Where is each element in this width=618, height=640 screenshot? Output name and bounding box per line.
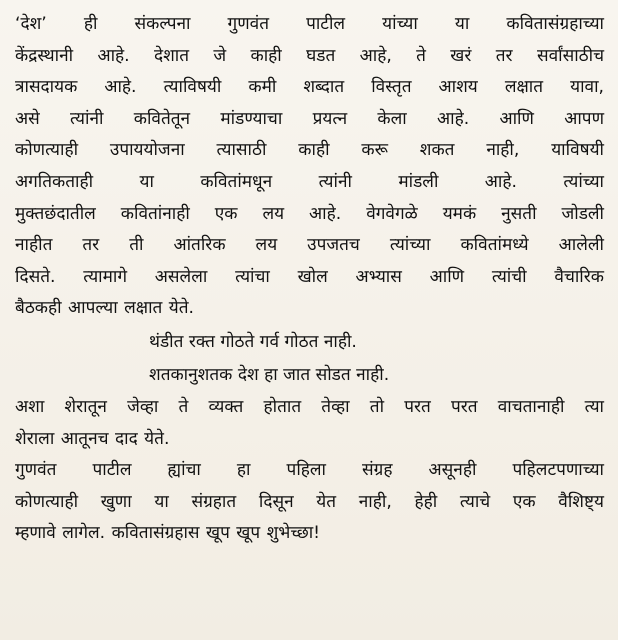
- text-line: शेराला आतूनच दाद येते.: [15, 428, 170, 449]
- text-line: गुणवंत पाटील ह्यांचा हा पहिला संग्रह असूनही पहिलटपणाच्या: [15, 460, 604, 481]
- text-line: नाहीत तर ती आंतरिक लय उपजतच त्यांच्या कवितांमध्ये आलेली: [15, 235, 604, 256]
- text-line: असे त्यांनी कवितेतून मांडण्याचा प्रयत्न केला आहे. आणि आपण: [15, 108, 604, 129]
- text-line: ‘देश’ ही संकल्पना गुणवंत पाटील यांच्या या कवितासंग्रहाच्या: [15, 14, 604, 34]
- poem-quote-line: शतकानुशतक देश हा जात सोडत नाही.: [149, 364, 390, 385]
- text-line: अशा शेरातून जेव्हा ते व्यक्त होतात तेव्हा तो परत परत वाचतानाही त्या: [15, 396, 604, 417]
- paragraph-closing: [15, 455, 604, 550]
- paragraph-sher: [15, 392, 604, 455]
- text-line: त्रासदायक आहे. त्याविषयी कमी शब्दात विस्तृत आशय लक्षात यावा,: [15, 77, 604, 98]
- paragraph-intro: [15, 9, 604, 325]
- text-line: मुक्तछंदातील कवितांनाही एक लय आहे. वेगवेगळे यमकं नुसती जोडली: [15, 203, 604, 224]
- text-line: कोणत्याही उपाययोजना त्यासाठी काही करू शकत नाही, याविषयी: [15, 140, 604, 161]
- text-line: कोणत्याही खुणा या संग्रहात दिसून येत नाही, हेही त्याचे एक वैशिष्ट्य: [15, 491, 604, 512]
- text-line: म्हणावे लागेल. कवितासंग्रहास खूप खूप शुभेच्छा!: [15, 523, 321, 544]
- poem-quote-line: थंडीत रक्त गोठते गर्व गोठत नाही.: [149, 331, 357, 352]
- text-line: अगतिकताही या कवितांमधून त्यांनी मांडली आहे. त्यांच्या: [15, 171, 604, 192]
- text-line: केंद्रस्थानी आहे. देशात जे काही घडत आहे, ते खरं तर सर्वांसाठीच: [15, 45, 604, 66]
- text-line: बैठकही आपल्या लक्षात येते.: [15, 298, 195, 319]
- text-line: दिसते. त्यामागे असलेला त्यांचा खोल अभ्यास आणि त्यांची वैचारिक: [15, 266, 604, 287]
